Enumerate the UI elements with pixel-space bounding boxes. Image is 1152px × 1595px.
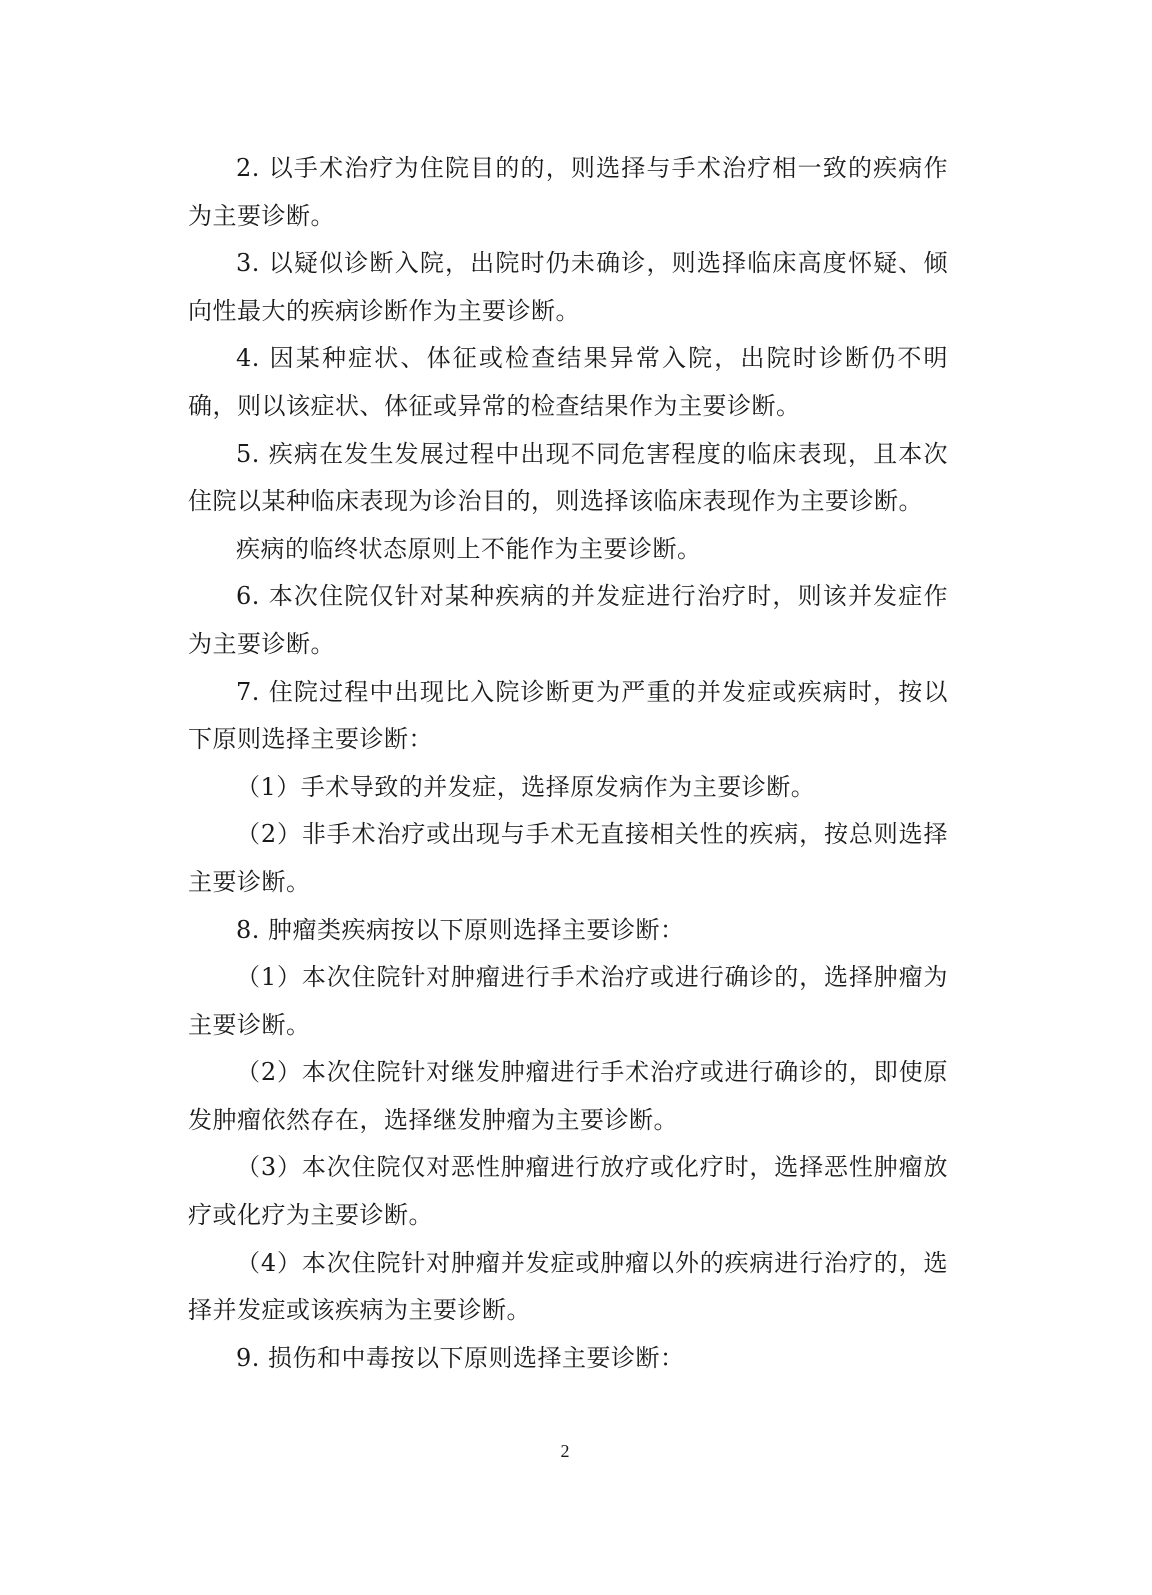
paragraph-3: 3. 以疑似诊断入院，出院时仍未确诊，则选择临床高度怀疑、倾向性最大的疾病诊断作为主要诊断。 [188, 249, 948, 325]
paragraph-8-3: （3）本次住院仅对恶性肿瘤进行放疗或化疗时，选择恶性肿瘤放疗或化疗为主要诊断。 [188, 1153, 948, 1230]
paragraph-7-2: （2）非手术治疗或出现与手术无直接相关性的疾病，按总则选择主要诊断。 [188, 820, 948, 896]
paragraph-8-4: （4）本次住院针对肿瘤并发症或肿瘤以外的疾病进行治疗的，选择并发症或该疾病为主要诊断。 [188, 1248, 948, 1325]
paragraph-4: 4. 因某种症状、体征或检查结果异常入院，出院时诊断仍不明确，则以该症状、体征或异常的检查结果作为主要诊断。 [188, 344, 948, 420]
paragraph-7: 7. 住院过程中出现比入院诊断更为严重的并发症或疾病时，按以下原则选择主要诊断： [188, 677, 948, 754]
paragraph-9: 9. 损伤和中毒按以下原则选择主要诊断： [236, 1343, 685, 1372]
paragraph-8-2: （2）本次住院针对继发肿瘤进行手术治疗或进行确诊的，即使原发肿瘤依然存在，选择继发肿瘤为主要诊断。 [188, 1058, 948, 1134]
document-body [188, 145, 948, 1382]
paragraph-8: 8. 肿瘤类疾病按以下原则选择主要诊断： [236, 915, 685, 944]
page-number: 2 [560, 1441, 570, 1461]
paragraph-7-1: （1）手术导致的并发症，选择原发病作为主要诊断。 [236, 772, 816, 801]
paragraph-5-note: 疾病的临终状态原则上不能作为主要诊断。 [236, 534, 702, 563]
paragraph-8-1: （1）本次住院针对肿瘤进行手术治疗或进行确诊的，选择肿瘤为主要诊断。 [188, 963, 948, 1039]
paragraph-2: 2. 以手术治疗为住院目的的，则选择与手术治疗相一致的疾病作为主要诊断。 [188, 154, 948, 230]
paragraph-6: 6. 本次住院仅针对某种疾病的并发症进行治疗时，则该并发症作为主要诊断。 [188, 582, 948, 658]
paragraph-5: 5. 疾病在发生发展过程中出现不同危害程度的临床表现，且本次住院以某种临床表现为诊治目的，则选择该临床表现作为主要诊断。 [188, 439, 948, 516]
